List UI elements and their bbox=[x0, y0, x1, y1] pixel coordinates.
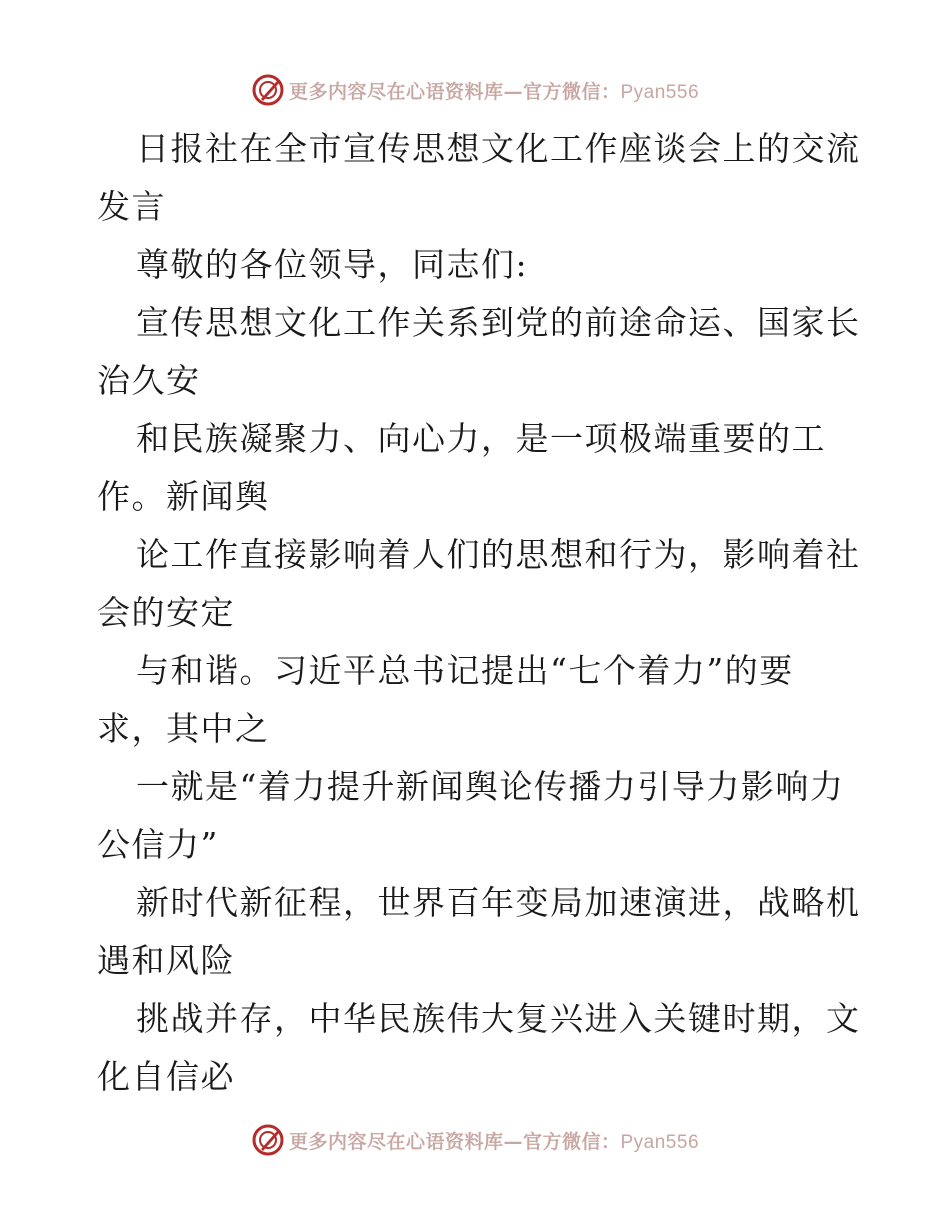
text-line: 尊敬的各位领导，同志们: bbox=[136, 245, 529, 284]
text-line: 遇和风险 bbox=[97, 941, 235, 980]
text-line: 日报社在全市宣传思想文化工作座谈会上的交流 bbox=[136, 129, 861, 168]
text-line: 挑战并存，中华民族伟大复兴进入关键时期，文 bbox=[136, 999, 861, 1038]
text-line: 发言 bbox=[97, 187, 166, 226]
banner-text: 更多内容尽在心语资料库—官方微信： bbox=[288, 1130, 621, 1153]
text-line: 论工作直接影响着人们的思想和行为，影响着社 bbox=[136, 535, 861, 574]
text-line: 求，其中之 bbox=[97, 709, 270, 748]
banner-text: 更多内容尽在心语资料库—官方微信： bbox=[288, 80, 621, 103]
text-line: 会的安定 bbox=[97, 593, 235, 632]
header-banner bbox=[0, 70, 950, 110]
text-line: 和民族凝聚力、向心力，是一项极端重要的工 bbox=[136, 419, 826, 458]
banner-wechat-id: Pyan556 bbox=[620, 1131, 700, 1153]
text-line: 一就是“着力提升新闻舆论传播力引导力影响力 bbox=[136, 767, 845, 806]
banner-wechat-id: Pyan556 bbox=[620, 81, 700, 103]
brand-logo-icon bbox=[251, 73, 285, 107]
text-line: 化自信必 bbox=[97, 1057, 235, 1096]
footer-banner bbox=[0, 1120, 950, 1160]
brand-logo-icon bbox=[251, 1123, 285, 1157]
text-line: 治久安 bbox=[97, 361, 201, 400]
document-body bbox=[97, 120, 877, 1106]
text-line: 公信力” bbox=[97, 825, 219, 864]
text-line: 作。新闻舆 bbox=[97, 477, 270, 516]
text-line: 新时代新征程，世界百年变局加速演进，战略机 bbox=[136, 883, 861, 922]
text-line: 宣传思想文化工作关系到党的前途命运、国家长 bbox=[136, 303, 861, 342]
text-line: 与和谐。习近平总书记提出“七个着力”的要 bbox=[136, 651, 794, 690]
